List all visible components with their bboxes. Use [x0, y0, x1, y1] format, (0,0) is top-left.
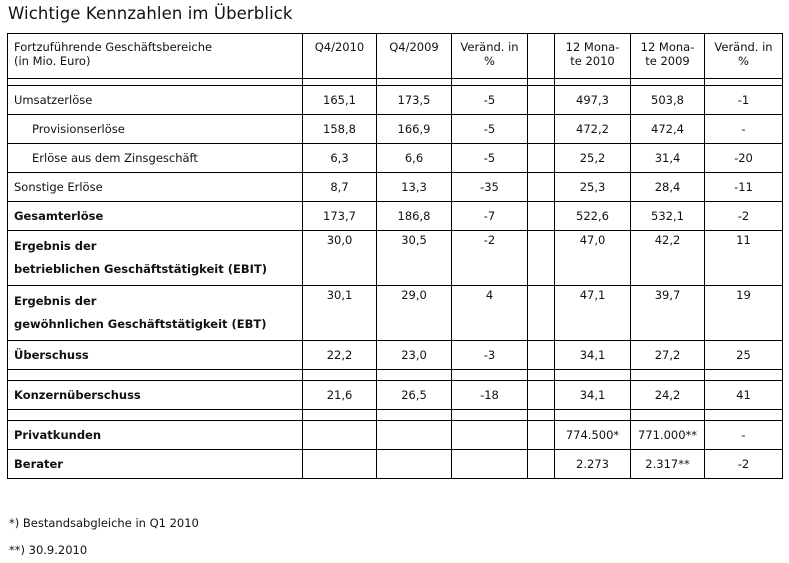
table-row: [8, 144, 783, 173]
table-cell: -5: [452, 144, 528, 173]
table-cell: 13,3: [377, 173, 452, 202]
table-cell: -20: [705, 144, 783, 173]
table-cell: 30,5: [401, 233, 427, 247]
header-label-line1: Fortzuführende Geschäftsbereiche: [14, 40, 213, 54]
table-row: [8, 381, 783, 410]
table-cell: -2: [705, 202, 783, 231]
page-title: Wichtige Kennzahlen im Überblick: [8, 4, 293, 23]
table-row: [8, 202, 783, 231]
table-cell: -1: [705, 86, 783, 115]
row-label: Sonstige Erlöse: [8, 173, 303, 202]
table-cell: 6,3: [303, 144, 377, 173]
table-header-row: [8, 34, 783, 79]
table-cell: 4: [485, 288, 494, 302]
table-cell: 166,9: [377, 115, 452, 144]
table-cell: [303, 421, 377, 450]
separator-row: [8, 79, 783, 86]
table-cell: -: [705, 115, 783, 144]
header-change-q-line2: %: [484, 54, 495, 68]
table-cell: 173,7: [303, 202, 377, 231]
table-cell: 25,2: [555, 144, 631, 173]
header-12m-2010-line2: te 2010: [570, 54, 615, 68]
row-label: Überschuss: [8, 341, 303, 370]
table-cell: -2: [705, 450, 783, 479]
table-cell: 34,1: [555, 341, 631, 370]
table-cell: -5: [452, 115, 528, 144]
header-label-line2: (in Mio. Euro): [14, 54, 91, 68]
table-cell: 158,8: [303, 115, 377, 144]
row-label-line1: Ergebnis der: [14, 239, 97, 253]
table-cell: 11: [736, 233, 751, 247]
table-cell: -2: [483, 233, 496, 247]
table-cell: [377, 450, 452, 479]
table-cell: -35: [452, 173, 528, 202]
footnote: **) 30.9.2010: [9, 543, 88, 557]
table-cell: 31,4: [631, 144, 705, 173]
table-cell: 29,0: [401, 288, 427, 302]
table-cell: 26,5: [377, 381, 452, 410]
table-cell: -5: [452, 86, 528, 115]
header-12m-2009-line1: 12 Mona-: [640, 40, 695, 54]
table-cell: [452, 421, 528, 450]
separator-row: [8, 370, 783, 381]
key-figures-table: [7, 33, 783, 479]
table-cell: 47,1: [579, 288, 606, 302]
table-cell: 19: [736, 288, 751, 302]
header-12m-2010-line1: 12 Mona-: [565, 40, 620, 54]
header-change-12m-line2: %: [738, 54, 749, 68]
table-cell: 774.500*: [555, 421, 631, 450]
table-cell: 28,4: [631, 173, 705, 202]
table-cell: 30,0: [326, 233, 353, 247]
header-change-q-line1: Veränd. in: [460, 40, 519, 54]
table-cell: 522,6: [555, 202, 631, 231]
table-cell: 27,2: [631, 341, 705, 370]
table-cell: 503,8: [631, 86, 705, 115]
table-cell: 472,4: [631, 115, 705, 144]
table-cell: 22,2: [303, 341, 377, 370]
table-cell: 39,7: [654, 288, 681, 302]
table-row: [8, 450, 783, 479]
table-row: [8, 286, 783, 341]
table-cell: 472,2: [555, 115, 631, 144]
row-label-line2: betrieblichen Geschäftstätigkeit (EBIT): [14, 262, 268, 276]
table-cell: 532,1: [631, 202, 705, 231]
separator-row: [8, 410, 783, 421]
table-cell: [452, 450, 528, 479]
table-cell: 25,3: [555, 173, 631, 202]
table-cell: -11: [705, 173, 783, 202]
table-cell: 21,6: [303, 381, 377, 410]
table-cell: -3: [452, 341, 528, 370]
table-cell: 2.317**: [631, 450, 705, 479]
row-label: Berater: [8, 450, 303, 479]
table-cell: 771.000**: [631, 421, 705, 450]
table-row: [8, 421, 783, 450]
table-cell: 497,3: [555, 86, 631, 115]
footnote: *) Bestandsabgleiche in Q1 2010: [9, 516, 199, 530]
table-cell: 34,1: [555, 381, 631, 410]
row-label: Konzernüberschuss: [8, 381, 303, 410]
header-q4-2009: Q4/2009: [389, 40, 439, 54]
row-label: Gesamterlöse: [8, 202, 303, 231]
table-cell: [377, 421, 452, 450]
table-cell: 25: [705, 341, 783, 370]
table-cell: 165,1: [303, 86, 377, 115]
table-cell: 6,6: [377, 144, 452, 173]
row-label: Erlöse aus dem Zinsgeschäft: [8, 144, 303, 173]
table-cell: 2.273: [555, 450, 631, 479]
table-cell: 30,1: [326, 288, 353, 302]
table-cell: 8,7: [303, 173, 377, 202]
table-row: [8, 173, 783, 202]
row-label-line1: Ergebnis der: [14, 294, 97, 308]
row-label: Umsatzerlöse: [8, 86, 303, 115]
table-row: [8, 86, 783, 115]
table-cell: -7: [452, 202, 528, 231]
header-q4-2010: Q4/2010: [314, 40, 365, 54]
table-row: [8, 231, 783, 286]
header-change-12m-line1: Veränd. in: [714, 40, 773, 54]
row-label: Privatkunden: [8, 421, 303, 450]
table-row: [8, 115, 783, 144]
table-cell: 24,2: [631, 381, 705, 410]
table-cell: 41: [705, 381, 783, 410]
table-cell: [303, 450, 377, 479]
table-cell: 42,2: [654, 233, 681, 247]
header-12m-2009-line2: te 2009: [645, 54, 690, 68]
table-cell: -18: [452, 381, 528, 410]
table-cell: 23,0: [377, 341, 452, 370]
table-cell: 186,8: [377, 202, 452, 231]
row-label-line2: gewöhnlichen Geschäftstätigkeit (EBT): [14, 317, 267, 331]
row-label: Provisionserlöse: [8, 115, 303, 144]
table-cell: -: [705, 421, 783, 450]
table-cell: 173,5: [377, 86, 452, 115]
table-cell: 47,0: [579, 233, 606, 247]
table-row: [8, 341, 783, 370]
